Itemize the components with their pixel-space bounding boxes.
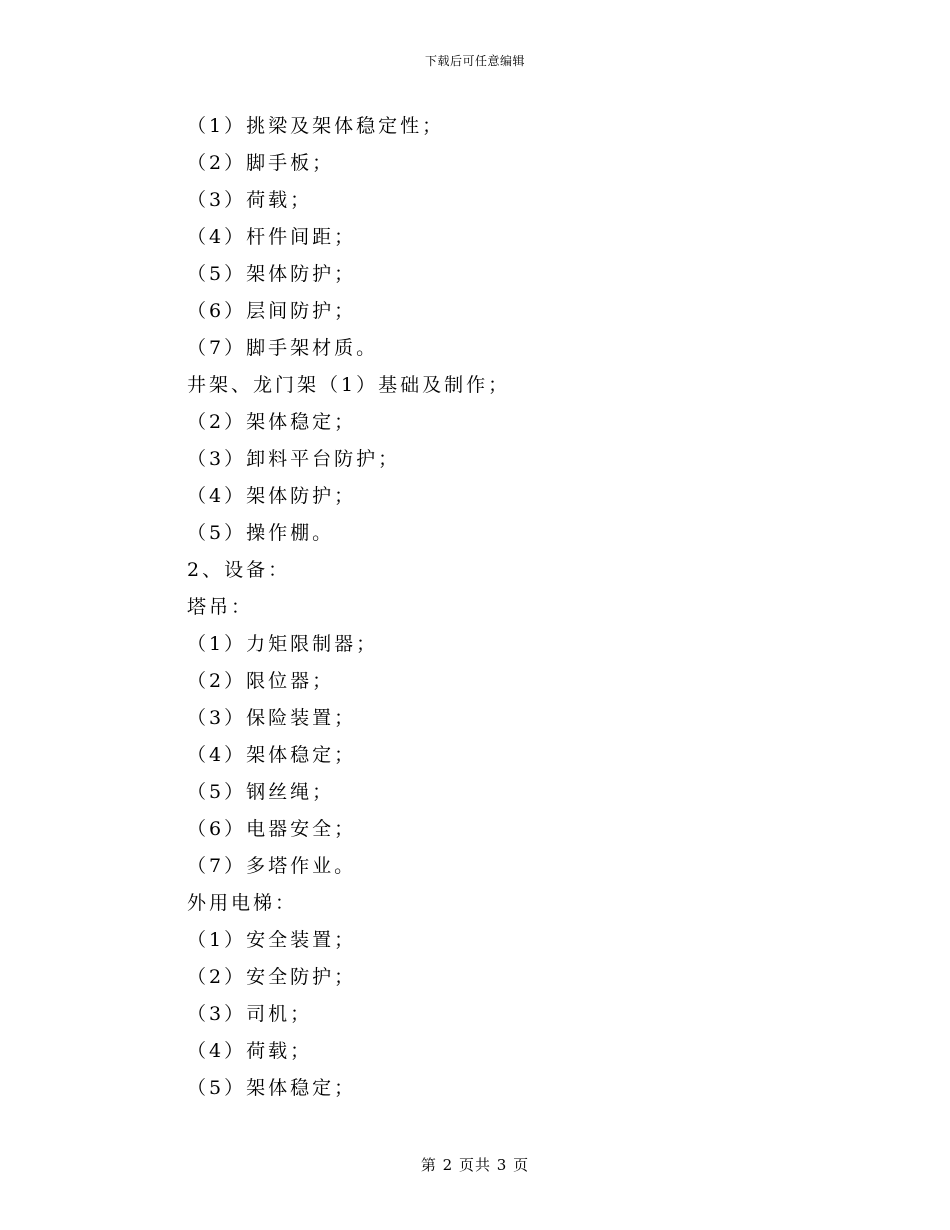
text-line: （3）荷载； (187, 189, 313, 211)
text-line: （4）杆件间距； (187, 226, 357, 248)
text-line: （1）挑梁及架体稳定性； (187, 115, 445, 137)
text-line: （5）架体稳定； (187, 1077, 357, 1099)
text-line: （2）脚手板； (187, 152, 335, 174)
text-line: （5）架体防护； (187, 263, 357, 285)
document-body (187, 108, 827, 1107)
text-line: （3）司机； (187, 1003, 313, 1025)
text-line: （1）力矩限制器； (187, 633, 379, 655)
text-line: （2）限位器； (187, 670, 335, 692)
text-line: （6）电器安全； (187, 818, 357, 840)
text-line: （4）荷载； (187, 1040, 313, 1062)
text-line: （3）卸料平台防护； (187, 448, 401, 470)
text-line: （3）保险装置； (187, 707, 357, 729)
section-heading-line: 外用电梯： (187, 892, 298, 914)
section-heading-line: 井架、龙门架（1）基础及制作； (187, 374, 511, 396)
text-line: （1）安全装置； (187, 929, 357, 951)
text-line: （2）安全防护； (187, 966, 357, 988)
text-line: （2）架体稳定； (187, 411, 357, 433)
section-heading-line: 塔吊： (187, 596, 254, 618)
text-line: （5）操作棚。 (187, 522, 335, 544)
text-line: （6）层间防护； (187, 300, 357, 322)
section-heading-line: 2、设备： (187, 559, 291, 581)
page-header: 下载后可任意编辑 (424, 54, 525, 68)
text-line: （5）钢丝绳； (187, 781, 335, 803)
text-line: （4）架体稳定； (187, 744, 357, 766)
text-line: （4）架体防护； (187, 485, 357, 507)
page-footer: 第 2 页共 3 页 (420, 1156, 530, 1174)
text-line: （7）脚手架材质。 (187, 337, 379, 359)
text-line: （7）多塔作业。 (187, 855, 357, 877)
